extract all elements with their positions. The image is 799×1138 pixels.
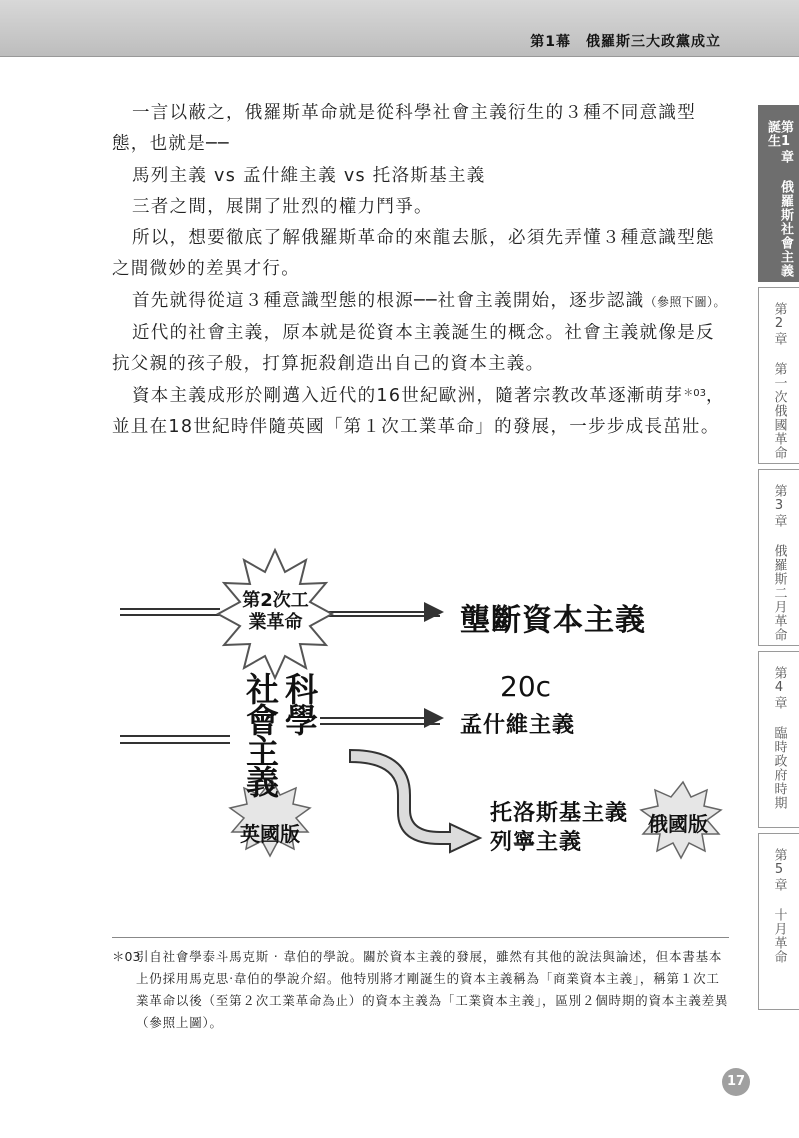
chapter-title: 第1幕 俄羅斯三大政黨成立 — [530, 34, 721, 50]
russia-version-label: 俄國版 — [648, 812, 708, 836]
capitalism-diagram — [110, 540, 730, 880]
footnote — [112, 946, 732, 1034]
tab-label: 第4章 臨時政府時期 — [771, 666, 787, 810]
paragraph-6: 近代的社會主義，原本就是從資本主義誕生的概念。社會主義就像是反抗父親的孩子般，打算扼殺創造出自己的資本主義。 — [112, 323, 715, 375]
paragraph-3: 三者之間，展開了壯烈的權力鬥爭。 — [132, 196, 433, 217]
paragraph-5-ref: （參照下圖）。 — [644, 294, 726, 309]
paragraph-4: 所以，想要徹底了解俄羅斯革命的來龍去脈，必須先弄懂３種意識型態之間微妙的差異才行。 — [112, 228, 715, 280]
leninism-label: 列寧主義 — [490, 830, 583, 855]
socialism-label: 社會主義 — [241, 672, 280, 796]
tab-chapter-2[interactable] — [758, 287, 799, 464]
tab-chapter-1[interactable] — [758, 105, 799, 282]
paragraph-7 — [112, 381, 727, 444]
scientific-label: 科學 — [280, 672, 319, 734]
paragraph-2: 馬列主義 vs 孟什維主義 vs 托洛斯基主義 — [132, 165, 486, 186]
footnote-ref[interactable]: ＊03 — [683, 387, 706, 399]
chapter-tabs — [758, 105, 799, 1015]
main-text — [112, 98, 727, 443]
paragraph-5 — [112, 286, 727, 318]
monopoly-capitalism-label: 壟斷資本主義 — [460, 603, 646, 638]
page-header — [0, 0, 799, 57]
diagram-shapes — [110, 540, 730, 880]
tab-label: 第2章 第一次俄國革命 — [771, 302, 787, 460]
paragraph-7-a: 資本主義成形於剛邁入近代的16世紀歐洲，隨著宗教改革逐漸萌芽 — [132, 385, 684, 406]
page-number: 17 — [722, 1068, 750, 1096]
tab-label: 第3章 俄羅斯二月革命 — [771, 484, 787, 642]
second-industrial-revolution-label: 第2次工業革命 — [242, 590, 309, 633]
century-label: 20c — [500, 670, 552, 703]
menshevism-label: 孟什維主義 — [460, 713, 576, 738]
footnote-divider — [112, 937, 729, 938]
footnote-mark: ＊03 — [112, 949, 141, 964]
trotskyism-label: 托洛斯基主義 — [490, 801, 629, 826]
tab-label: 第1章 俄羅斯社會主義誕生 — [765, 120, 793, 278]
tab-chapter-5[interactable] — [758, 833, 799, 1010]
uk-version-label: 英國版 — [240, 822, 300, 846]
tab-chapter-3[interactable] — [758, 469, 799, 646]
curved-arrow — [350, 750, 480, 852]
paragraph-1: 一言以蔽之，俄羅斯革命就是從科學社會主義衍生的３種不同意識型態，也就是── — [112, 103, 696, 155]
tab-label: 第5章 十月革命 — [771, 848, 787, 964]
footnote-text: 引自社會學泰斗馬克斯 ‧ 韋伯的學說。關於資本主義的發展，雖然有其他的說法與論述，但本書基本上仍採用馬克思‧韋伯的學說介紹。他特別將才剛誕生的資本主義稱為「商業資本主義」，稱第１次工業革命以後（至第２次工業革命為止）的資本主義為「工業資本主義」，區別２個時期的資本主義差異（參照上圖）。 — [136, 949, 729, 1030]
paragraph-5-main: 首先就得從這３種意識型態的根源──社會主義開始，逐步認識 — [132, 290, 645, 311]
tab-chapter-4[interactable] — [758, 651, 799, 828]
paragraph-7-b: ，並且在18世紀時伴隨英國「第１次工業革命」的發展，一步步成長茁壯。 — [112, 385, 725, 437]
